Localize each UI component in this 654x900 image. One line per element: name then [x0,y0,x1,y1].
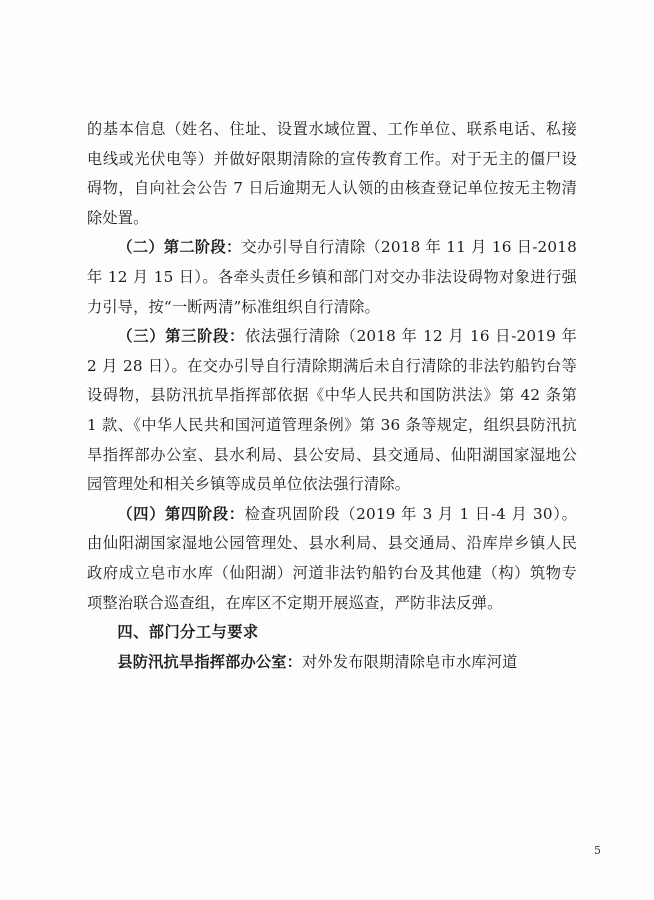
stage-two-text: 交办引导自行清除（2018 年 11 月 16 日-2018 年 12 月 15 日）。各牵头责任乡镇和部门对交办非法设碍物对象进行强力引导，按“一断两清”标准组织自行清除。 [87,238,577,316]
stage-three-text: 依法强行清除（2018 年 12 月 16 日-2019 年 2 月 28 日）。在交办引导自行清除期满后未自行清除的非法钓船钓台等设碍物，县防汛抗旱指挥部依据《中华人民共和国防洪法》第 42 条第 1 款、《中华人民共和国河道管理条例》第 36 条等规定，组织县防汛抗旱指挥部办公室、县水利局、县公安局、县交通局、仙阳湖国家湿地公园管理处和相关乡镇等成员单位依法强行清除。 [87,327,577,494]
flood-office-text: 对外发布限期清除皂市水库河道 [302,652,518,671]
section-heading: 四、部门分工与要求 [117,623,259,642]
stage-four-text: 检查巩固阶段（2019 年 3 月 1 日-4 月 30）。由仙阳湖国家湿地公园管理处、县水利局、县交通局、沿库岸乡镇人民政府成立皂市水库（仙阳湖）河道非法钓船钓台及其他建（构）筑物专项整治联合巡查组，在库区不定期开展巡查，严防非法反弹。 [87,504,577,612]
paragraph-stage-two [87,233,577,322]
document-body [87,115,577,677]
paragraph-flood-office [87,648,577,678]
paragraph-text: 的基本信息（姓名、住址、设置水域位置、工作单位、联系电话、私接电线或光伏电等）并做好限期清除的宣传教育工作。对于无主的僵尸设碍物，自向社会公告 7 日后逾期无人认领的由核查登记单位按无主物清除处置。 [87,120,577,227]
stage-two-heading: （二）第二阶段： [117,238,242,257]
page-number: 5 [594,844,601,857]
paragraph-stage-three [87,322,577,500]
paragraph-continuation [87,115,577,233]
flood-office-heading: 县防汛抗旱指挥部办公室： [117,652,303,671]
stage-three-heading: （三）第三阶段： [117,327,245,346]
paragraph-stage-four [87,500,577,618]
stage-four-heading: （四）第四阶段： [117,504,245,523]
